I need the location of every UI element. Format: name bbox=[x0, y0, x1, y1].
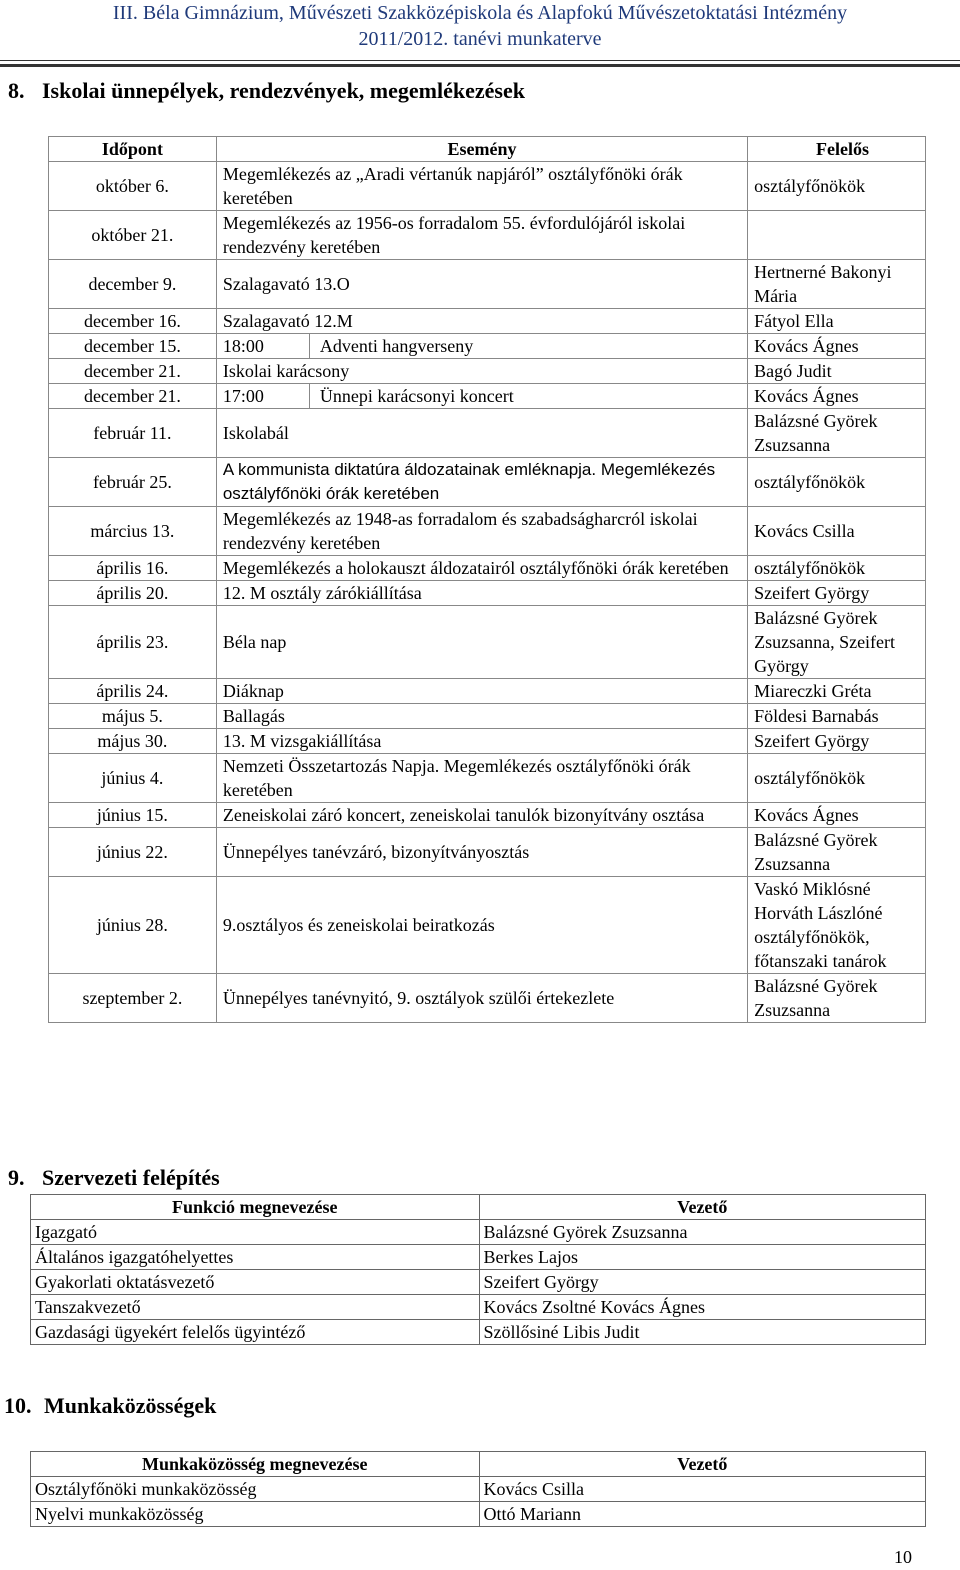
header-institution: III. Béla Gimnázium, Művészeti Szakközépiskola és Alapfokú Művészetoktatási Intézmény bbox=[112, 2, 848, 24]
function-leader: Kovács Zsoltné Kovács Ágnes bbox=[479, 1295, 925, 1320]
event-date: október 6. bbox=[49, 162, 217, 211]
table-row bbox=[49, 828, 926, 877]
table-row bbox=[49, 803, 926, 828]
event-name: Ünnepélyes tanévnyitó, 9. osztályok szülői értekezlete bbox=[216, 974, 747, 1023]
table-row bbox=[31, 1295, 926, 1320]
event-date: december 15. bbox=[49, 334, 217, 359]
event-date: december 9. bbox=[49, 260, 217, 309]
table-row bbox=[49, 877, 926, 974]
table-row bbox=[31, 1270, 926, 1295]
function-leader: Szeifert György bbox=[479, 1270, 925, 1295]
table-row bbox=[49, 704, 926, 729]
event-name: Iskolai karácsony bbox=[216, 359, 747, 384]
event-name: A kommunista diktatúra áldozatainak emléknapja. Megemlékezés osztályfőnöki órák keretében bbox=[216, 458, 747, 507]
event-responsible: Balázsné Györek Zsuzsanna, Szeifert György bbox=[748, 606, 926, 679]
event-name: Nemzeti Összetartozás Napja. Megemlékezés osztályfőnöki órák keretében bbox=[216, 754, 747, 803]
table-row bbox=[49, 581, 926, 606]
event-date: június 15. bbox=[49, 803, 217, 828]
event-responsible: Kovács Csilla bbox=[748, 507, 926, 556]
workgroup-name: Nyelvi munkaközösség bbox=[31, 1502, 480, 1527]
event-name: Adventi hangverseny bbox=[319, 336, 474, 356]
section9-heading bbox=[8, 1165, 220, 1191]
section9-number: 9. bbox=[8, 1165, 25, 1190]
table-row bbox=[31, 1477, 926, 1502]
col-header-function: Funkció megnevezése bbox=[31, 1195, 480, 1220]
event-responsible: osztályfőnökök bbox=[748, 754, 926, 803]
col-header-workgroup: Munkaközösség megnevezése bbox=[31, 1452, 480, 1477]
events-table bbox=[48, 136, 926, 1023]
table-row bbox=[49, 507, 926, 556]
function-leader: Balázsné Györek Zsuzsanna bbox=[479, 1220, 925, 1245]
event-responsible: Bagó Judit bbox=[748, 359, 926, 384]
event-name: 12. M osztály zárókiállítása bbox=[216, 581, 747, 606]
section10-title: Munkaközösségek bbox=[44, 1393, 217, 1418]
event-date: szeptember 2. bbox=[49, 974, 217, 1023]
table-row bbox=[31, 1502, 926, 1527]
event-responsible: osztályfőnökök bbox=[748, 162, 926, 211]
event-responsible: osztályfőnökök bbox=[748, 556, 926, 581]
event-name: Béla nap bbox=[216, 606, 747, 679]
col-header-event: Esemény bbox=[216, 137, 747, 162]
table-row bbox=[49, 606, 926, 679]
function-name: Gyakorlati oktatásvezető bbox=[31, 1270, 480, 1295]
header-divider bbox=[0, 60, 960, 61]
section10-heading bbox=[4, 1393, 216, 1419]
section8-number: 8. bbox=[8, 78, 25, 103]
event-date: december 21. bbox=[49, 359, 217, 384]
workgroup-leader: Ottó Mariann bbox=[479, 1502, 925, 1527]
event-name: Megemlékezés az „Aradi vértanúk napjáról” osztályfőnöki órák keretében bbox=[216, 162, 747, 211]
table-row bbox=[49, 409, 926, 458]
event-responsible: osztályfőnökök bbox=[748, 458, 926, 507]
event-date: április 24. bbox=[49, 679, 217, 704]
table-row bbox=[49, 384, 926, 409]
event-cell bbox=[216, 384, 747, 409]
page-number: 10 bbox=[894, 1547, 912, 1567]
table-row bbox=[49, 334, 926, 359]
event-name: 9.osztályos és zeneiskolai beiratkozás bbox=[216, 877, 747, 974]
event-date: október 21. bbox=[49, 211, 217, 260]
section10-number: 10. bbox=[4, 1393, 32, 1418]
event-name: Megemlékezés az 1948-as forradalom és szabadságharcról iskolai rendezvény keretében bbox=[216, 507, 747, 556]
event-date: december 16. bbox=[49, 309, 217, 334]
event-name: 13. M vizsgakiállítása bbox=[216, 729, 747, 754]
event-responsible: Szeifert György bbox=[748, 581, 926, 606]
function-name: Általános igazgatóhelyettes bbox=[31, 1245, 480, 1270]
event-date: június 22. bbox=[49, 828, 217, 877]
event-responsible: Balázsné Györek Zsuzsanna bbox=[748, 974, 926, 1023]
workgroup-name: Osztályfőnöki munkaközösség bbox=[31, 1477, 480, 1502]
event-name: Diáknap bbox=[216, 679, 747, 704]
event-name: Ballagás bbox=[216, 704, 747, 729]
function-name: Tanszakvezető bbox=[31, 1295, 480, 1320]
function-name: Igazgató bbox=[31, 1220, 480, 1245]
table-row bbox=[31, 1245, 926, 1270]
table-row bbox=[49, 679, 926, 704]
function-leader: Berkes Lajos bbox=[479, 1245, 925, 1270]
event-cell bbox=[216, 334, 747, 359]
event-name: Megemlékezés a holokauszt áldozatairól osztályfőnöki órák keretében bbox=[216, 556, 747, 581]
event-date: április 23. bbox=[49, 606, 217, 679]
event-responsible: Kovács Ágnes bbox=[748, 803, 926, 828]
event-responsible: Balázsné Györek Zsuzsanna bbox=[748, 828, 926, 877]
event-name: Megemlékezés az 1956-os forradalom 55. évfordulójáról iskolai rendezvény keretében bbox=[216, 211, 747, 260]
table-row bbox=[49, 729, 926, 754]
section9-title: Szervezeti felépítés bbox=[42, 1165, 220, 1190]
table-row bbox=[49, 974, 926, 1023]
event-date: február 25. bbox=[49, 458, 217, 507]
table-row bbox=[49, 754, 926, 803]
structure-table bbox=[30, 1194, 926, 1345]
event-date: május 5. bbox=[49, 704, 217, 729]
workgroups-table bbox=[30, 1451, 926, 1527]
table-row bbox=[49, 556, 926, 581]
section8-heading bbox=[8, 78, 525, 104]
event-responsible: Földesi Barnabás bbox=[748, 704, 926, 729]
event-name: Iskolabál bbox=[216, 409, 747, 458]
event-name: Ünnepélyes tanévzáró, bizonyítványosztás bbox=[216, 828, 747, 877]
function-leader: Szöllősiné Libis Judit bbox=[479, 1320, 925, 1345]
table-row bbox=[49, 260, 926, 309]
workgroup-leader: Kovács Csilla bbox=[479, 1477, 925, 1502]
table-row bbox=[49, 309, 926, 334]
section8-title: Iskolai ünnepélyek, rendezvények, megemlékezések bbox=[42, 78, 525, 103]
function-name: Gazdasági ügyekért felelős ügyintéző bbox=[31, 1320, 480, 1345]
event-responsible: Kovács Ágnes bbox=[748, 384, 926, 409]
event-name: Zeneiskolai záró koncert, zeneiskolai tanulók bizonyítvány osztása bbox=[216, 803, 747, 828]
col-header-responsible: Felelős bbox=[748, 137, 926, 162]
event-name: Szalagavató 12.M bbox=[216, 309, 747, 334]
table-row bbox=[49, 162, 926, 211]
header-year: 2011/2012. tanévi munkaterve bbox=[358, 28, 602, 50]
event-date: április 20. bbox=[49, 581, 217, 606]
event-responsible: Kovács Ágnes bbox=[748, 334, 926, 359]
table-row bbox=[49, 458, 926, 507]
header-divider-thick bbox=[0, 64, 960, 67]
event-date: június 4. bbox=[49, 754, 217, 803]
event-date: március 13. bbox=[49, 507, 217, 556]
event-responsible: Vaskó Miklósné Horváth Lászlóné osztályfőnökök, főtanszaki tanárok bbox=[748, 877, 926, 974]
event-time: 18:00 bbox=[217, 334, 310, 358]
event-time: 17:00 bbox=[217, 384, 310, 408]
event-name: Ünnepi karácsonyi koncert bbox=[319, 386, 514, 406]
table-row bbox=[31, 1320, 926, 1345]
table-row bbox=[49, 359, 926, 384]
event-responsible bbox=[748, 211, 926, 260]
table-row bbox=[31, 1220, 926, 1245]
col-header-leader: Vezető bbox=[479, 1195, 925, 1220]
event-responsible: Fátyol Ella bbox=[748, 309, 926, 334]
col-header-wg-leader: Vezető bbox=[479, 1452, 925, 1477]
col-header-date: Időpont bbox=[49, 137, 217, 162]
document-header bbox=[0, 0, 960, 52]
event-responsible: Hertnerné Bakonyi Mária bbox=[748, 260, 926, 309]
event-responsible: Miareczki Gréta bbox=[748, 679, 926, 704]
event-date: december 21. bbox=[49, 384, 217, 409]
event-date: május 30. bbox=[49, 729, 217, 754]
event-name: Szalagavató 13.O bbox=[216, 260, 747, 309]
event-date: február 11. bbox=[49, 409, 217, 458]
event-date: június 28. bbox=[49, 877, 217, 974]
event-date: április 16. bbox=[49, 556, 217, 581]
table-row bbox=[49, 211, 926, 260]
event-responsible: Szeifert György bbox=[748, 729, 926, 754]
event-responsible: Balázsné Györek Zsuzsanna bbox=[748, 409, 926, 458]
